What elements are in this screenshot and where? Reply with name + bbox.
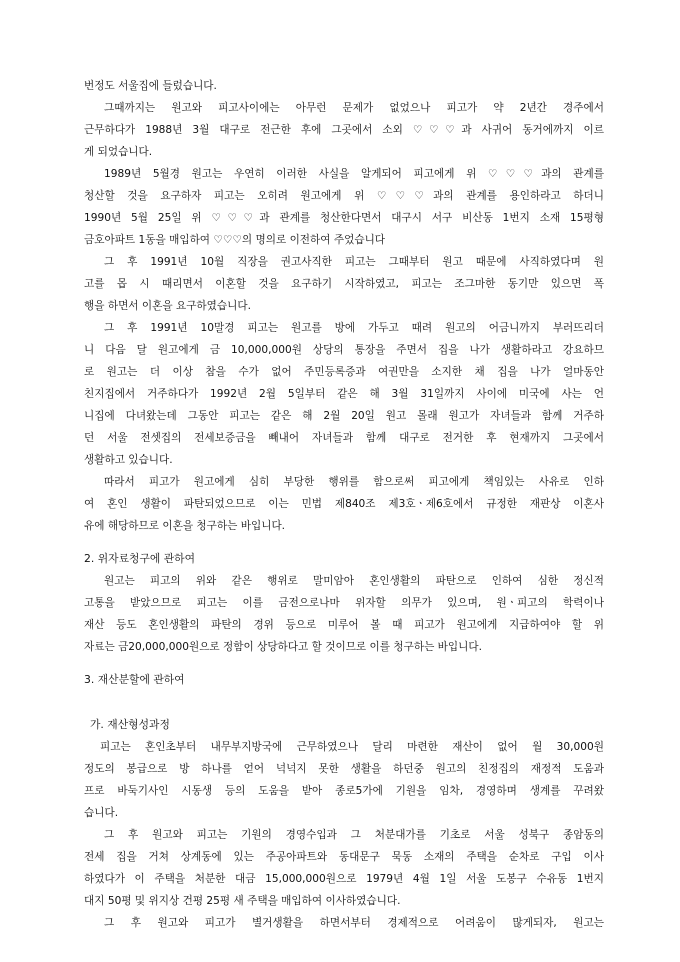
- text-line: 니집에 다녀왔는데 그동안 피고는 같은 해 2월 20일 원고 몰래 원고가 자녀들과 함께 거주하: [84, 410, 604, 422]
- text-line: 그 후 1991년 10월 직장을 권고사직한 피고는 그때부터 원고 때문에 사직하였다며 원: [104, 256, 604, 268]
- text-line: 그 후 1991년 10말경 피고는 원고를 방에 가두고 때려 원고의 어금니까지 부러뜨리더: [104, 322, 604, 334]
- text-line: 생활하고 있습니다.: [84, 454, 173, 466]
- text-line: 게 되었습니다.: [84, 146, 153, 158]
- text-line: 고통을 받았으므로 피고는 이를 금전으로나마 위자할 의무가 있으며, 원ㆍ피고의 학력이나: [84, 597, 604, 609]
- text-line: 자료는 금20,000,000원으로 정함이 상당하다고 할 것이므로 이를 청구하는 바입니다.: [84, 641, 482, 653]
- section-heading: 3. 재산분할에 관하여: [84, 673, 185, 686]
- text-line: 전세 집을 거쳐 상계동에 있는 주공아파트와 동대문구 묵동 소재의 주택을 순차로 구입 이사: [84, 851, 604, 863]
- text-line: 피고는 혼인초부터 내무부지방국에 근무하였으나 달리 마련한 재산이 없어 월 30,000원: [100, 741, 604, 753]
- text-line: 번정도 서울집에 들렀습니다.: [84, 80, 217, 92]
- text-line: 유에 해당하므로 이혼을 청구하는 바입니다.: [84, 520, 286, 532]
- text-line: 여 혼인 생활이 파탄되었으므로 이는 민법 제840조 제3호ㆍ제6호에서 규정한 재판상 이혼사: [84, 498, 604, 510]
- subsection-heading: 가. 재산형성과정: [90, 718, 170, 731]
- text-line: 재산 등도 혼인생활의 파탄의 경위 등으로 미루어 볼 때 피고가 원고에게 지급하여야 할 위: [84, 619, 604, 631]
- text-line: 하였다가 이 주택을 처분한 대금 15,000,000원으로 1979년 4월 1일 서울 도봉구 수유동 1번지: [84, 873, 604, 885]
- text-line: 던 서울 전셋집의 전세보증금을 빼내어 자녀들과 함께 대구로 전거한 후 현재까지 그곳에서: [84, 432, 604, 444]
- text-line: 청산할 것을 요구하자 피고는 오히려 원고에게 위 ♡♡♡과의 관계를 용인하라고 하더니: [84, 190, 604, 202]
- section-heading: 2. 위자료청구에 관하여: [84, 552, 196, 565]
- text-line: 대지 50평 및 위지상 건평 25평 새 주택을 매입하여 이사하였습니다.: [84, 895, 401, 907]
- text-line: 원고는 피고의 위와 같은 행위로 말미암아 혼인생활의 파탄으로 인하여 심한 정신적: [104, 575, 604, 587]
- text-line: 1990년 5월 25일 위 ♡♡♡과 관계를 청산한다면서 대구시 서구 비산동 1번지 소재 15평형: [84, 212, 604, 224]
- text-line: 습니다.: [84, 807, 119, 819]
- text-line: 프로 바둑기사인 시동생 등의 도움을 받아 종로5가에 기원을 임차, 경영하며 생계를 꾸려왔: [84, 785, 604, 797]
- text-line: 그 후 원고와 피고가 별거생활을 하면서부터 경제적으로 어려움이 많게되자, 원고는: [104, 917, 604, 929]
- text-line: 행을 하면서 이혼을 요구하였습니다.: [84, 300, 251, 312]
- text-line: 근무하다가 1988년 3월 대구로 전근한 후에 그곳에서 소외 ♡♡♡과 사귀어 동거에까지 이르: [84, 124, 604, 136]
- text-line: 니 다음 달 원고에게 금 10,000,000원 상당의 통장을 주면서 집을 나가 생활하라고 강요하므: [84, 344, 604, 356]
- text-line: 고를 몹 시 때리면서 이혼할 것을 요구하기 시작하였고, 피고는 조그마한 동기만 있으면 폭: [84, 278, 604, 290]
- text-line: 따라서 피고가 원고에게 심히 부당한 행위를 함으로써 피고에게 책임있는 사유로 인하: [104, 476, 604, 488]
- text-line: 그때까지는 원고와 피고사이에는 아무런 문제가 없었으나 피고가 약 2년간 경주에서: [104, 102, 604, 114]
- text-line: 금호아파트 1동을 매입하여 ♡♡♡의 명의로 이전하여 주었습니다: [84, 234, 386, 246]
- text-line: 정도의 봉급으로 방 하나를 얻어 넉넉지 못한 생활을 하던중 원고의 친정집의 재정적 도움과: [84, 763, 604, 775]
- text-line: 친지집에서 거주하다가 1992년 2월 5일부터 같은 해 3월 31일까지 사이에 미국에 사는 언: [84, 388, 604, 400]
- text-line: 1989년 5월경 원고는 우연히 이러한 사실을 알게되어 피고에게 위 ♡♡♡과의 관계를: [104, 168, 604, 180]
- text-line: 로 원고는 더 이상 참을 수가 없어 주민등록증과 여권만을 소지한 채 집을 나가 얼마동안: [84, 366, 604, 378]
- text-line: 그 후 원고와 피고는 기원의 경영수입과 그 처분대가를 기초로 서울 성북구 종암동의: [104, 829, 604, 841]
